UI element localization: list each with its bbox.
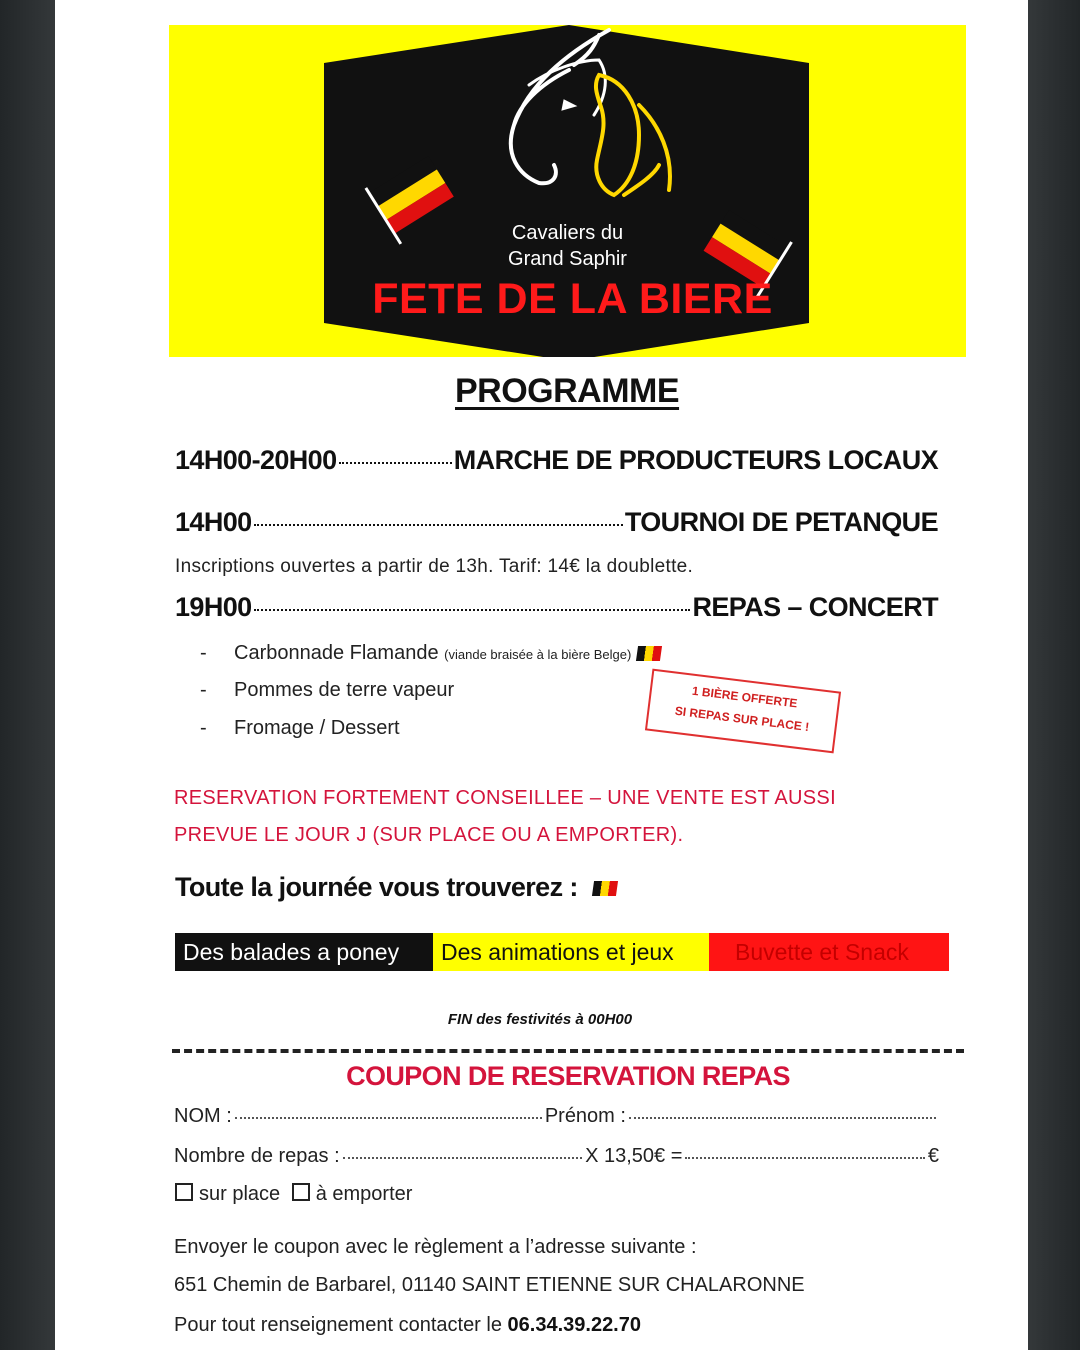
- programme-row: [175, 445, 938, 476]
- coupon-title: COUPON DE RESERVATION REPAS: [346, 1061, 790, 1091]
- reservation-warning-line2: PREVUE LE JOUR J (SUR PLACE OU A EMPORTER).: [174, 824, 684, 846]
- send-instruction: Envoyer le coupon avec le règlement a l’adresse suivante :: [174, 1236, 697, 1258]
- menu-item: [200, 642, 661, 665]
- menu-item-text: Pommes de terre vapeur: [234, 679, 455, 701]
- dot-leader: [254, 524, 623, 526]
- price-label: X 13,50€ =: [585, 1145, 683, 1167]
- programme-row: [175, 592, 938, 623]
- programme-label: REPAS – CONCERT: [692, 592, 938, 622]
- programme-label: TOURNOI DE PETANQUE: [624, 507, 938, 537]
- meals-label: Nombre de repas :: [174, 1145, 340, 1167]
- option-takeaway-label: à emporter: [315, 1183, 413, 1205]
- menu-dash: -: [200, 679, 207, 701]
- programme-time: 14H00-20H00: [175, 445, 337, 475]
- programme-time: 19H00: [175, 592, 252, 622]
- programme-heading: PROGRAMME: [455, 372, 680, 410]
- nom-label: NOM :: [174, 1105, 232, 1127]
- programme-row: [175, 507, 938, 538]
- menu-item: [200, 679, 454, 702]
- checkbox-icon: [292, 1183, 310, 1201]
- programme-time: 14H00: [175, 507, 252, 537]
- dot-leader: [339, 462, 452, 464]
- meal-options: [175, 1183, 412, 1206]
- club-name-line2: Grand Saphir: [508, 248, 627, 270]
- reservation-warning-line1: RESERVATION FORTEMENT CONSEILLEE – UNE VENTE EST AUSSI: [174, 787, 836, 809]
- menu-item: [200, 717, 400, 740]
- option-onsite-label: sur place: [199, 1183, 281, 1205]
- belgian-flag-icon: [592, 881, 618, 896]
- stamp-line2: SI REPAS SUR PLACE !: [674, 703, 810, 735]
- menu-item-text: Fromage / Dessert: [234, 717, 400, 739]
- menu-dash: -: [200, 717, 207, 739]
- all-day-heading-text: Toute la journée vous trouverez :: [175, 872, 578, 902]
- prenom-label: Prénom :: [544, 1105, 626, 1127]
- right-frame: [1028, 0, 1080, 1350]
- belgian-flag-icon: [636, 646, 662, 661]
- contact-text: Pour tout renseignement contacter le: [174, 1314, 502, 1336]
- activity-pony-rides: Des balades a poney: [175, 933, 433, 971]
- activity-games: Des animations et jeux: [433, 933, 709, 971]
- dot-leader: [254, 609, 691, 611]
- prenom-field: [629, 1117, 936, 1119]
- postal-address: 651 Chemin de Barbarel, 01140 SAINT ETIENNE SUR CHALARONNE: [174, 1274, 805, 1296]
- coupon-cut-line: [172, 1049, 964, 1053]
- menu-item-text: Carbonnade Flamande: [234, 642, 439, 664]
- contact-line: [174, 1314, 641, 1337]
- petanque-note: Inscriptions ouvertes a partir de 13h. Tarif: 14€ la doublette.: [175, 556, 694, 577]
- event-title: FETE DE LA BIERE: [372, 275, 773, 323]
- coupon-meals-row: [174, 1145, 939, 1168]
- meals-count-field: [343, 1157, 582, 1159]
- end-of-festivities: FIN des festivités à 00H00: [447, 1011, 633, 1028]
- total-field: [685, 1157, 924, 1159]
- club-name-line1: Cavaliers du: [511, 222, 624, 244]
- stamp-line1: 1 BIÈRE OFFERTE: [691, 683, 799, 711]
- activity-bar-snack: Buvette et Snack: [709, 933, 949, 971]
- currency-label: €: [927, 1145, 940, 1167]
- activities-strip: [175, 933, 949, 971]
- menu-item-detail: (viande braisée à la bière Belge): [444, 647, 632, 662]
- menu-dash: -: [200, 642, 207, 664]
- coupon-name-row: [174, 1105, 939, 1128]
- contact-phone: 06.34.39.22.70: [507, 1314, 641, 1336]
- programme-label: MARCHE DE PRODUCTEURS LOCAUX: [453, 445, 938, 475]
- club-name: [455, 220, 680, 272]
- checkbox-icon: [175, 1183, 193, 1201]
- nom-field: [235, 1117, 542, 1119]
- all-day-heading: [175, 872, 617, 903]
- left-frame: [0, 0, 55, 1350]
